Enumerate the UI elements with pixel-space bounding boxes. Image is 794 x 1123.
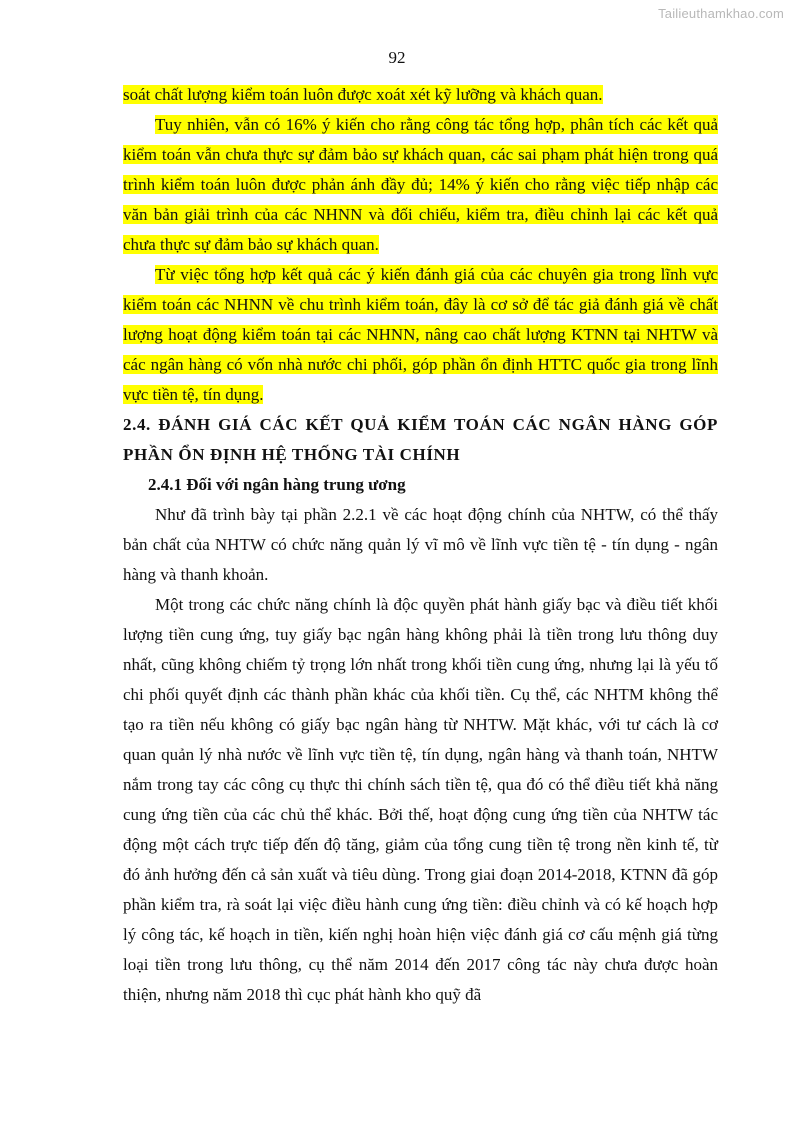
watermark: Tailieuthamkhao.com xyxy=(658,6,784,21)
paragraph: Như đã trình bày tại phần 2.2.1 về các hoạt động chính của NHTW, có thể thấy bản chất của NHTW có chức năng quản lý vĩ mô về lĩnh vực tiền tệ - tín dụng - ngân hàng và thanh khoản. xyxy=(123,505,718,584)
highlighted-text: Tuy nhiên, vẫn có 16% ý kiến cho rằng công tác tổng hợp, phân tích các kết quả kiểm toán vẫn chưa thực sự đảm bảo sự khách quan, các sai phạm phát hiện trong quá trình kiểm toán luôn được phản ánh đầy đủ; 14% ý kiến cho rằng việc tiếp nhập các văn bản giải trình của các NHNN và đối chiếu, kiểm tra, điều chỉnh lại các kết quả chưa thực sự đảm bảo sự khách quan. xyxy=(123,115,718,254)
page-number: 92 xyxy=(388,48,406,67)
paragraph xyxy=(123,260,718,410)
highlighted-text: Từ việc tổng hợp kết quả các ý kiến đánh giá của các chuyên gia trong lĩnh vực kiểm toán các NHNN về chu trình kiểm toán, đây là cơ sở để tác giả đánh giá về chất lượng hoạt động kiểm toán tại các NHNN, nâng cao chất lượng KTNN tại NHTW và các ngân hàng có vốn nhà nước chi phối, góp phần ổn định HTTC quốc gia trong lĩnh vực tiền tệ, tín dụng. xyxy=(123,265,718,404)
document-body xyxy=(123,80,718,1010)
highlighted-text: soát chất lượng kiểm toán luôn được xoát xét kỹ lưỡng và khách quan. xyxy=(123,85,603,104)
paragraph xyxy=(123,110,718,260)
paragraph: Một trong các chức năng chính là độc quyền phát hành giấy bạc và điều tiết khối lượng tiền cung ứng, tuy giấy bạc ngân hàng không phải là tiền trong lưu thông duy nhất, cũng không chiếm tỷ trọng lớn nhất trong khối tiền cung ứng, nhưng lại là yếu tố chi phối quyết định các thành phần khác của khối tiền. Cụ thể, các NHTM không thể tạo ra tiền nếu không có giấy bạc ngân hàng từ NHTW. Mặt khác, với tư cách là cơ quan quản lý nhà nước về lĩnh vực tiền tệ, tín dụng, ngân hàng và thanh toán, NHTW nắm trong tay các công cụ thực thi chính sách tiền tệ, qua đó có thể điều tiết khả năng cung ứng tiền của các chủ thể khác. Bởi thế, hoạt động cung ứng tiền của NHTW tác động một cách trực tiếp đến độ tăng, giảm của tổng cung tiền tệ trong nền kinh tế, từ đó ảnh hưởng đến cả sản xuất và tiêu dùng. Trong giai đoạn 2014-2018, KTNN đã góp phần kiểm tra, rà soát lại việc điều hành cung ứng tiền: điều chỉnh và có kế hoạch hợp lý công tác, kế hoạch in tiền, kiến nghị hoàn hiện việc đánh giá cơ cấu mệnh giá từng loại tiền trong lưu thông, cụ thể năm 2014 đến 2017 công tác này chưa được hoàn thiện, nhưng năm 2018 thì cục phát hành kho quỹ đã xyxy=(123,595,718,1004)
subsection-heading: 2.4.1 Đối với ngân hàng trung ương xyxy=(148,475,406,494)
section-heading: 2.4. ĐÁNH GIÁ CÁC KẾT QUẢ KIỂM TOÁN CÁC NGÂN HÀNG GÓP PHẦN ỔN ĐỊNH HỆ THỐNG TÀI CHÍNH xyxy=(123,415,718,464)
paragraph-continued xyxy=(123,80,718,110)
